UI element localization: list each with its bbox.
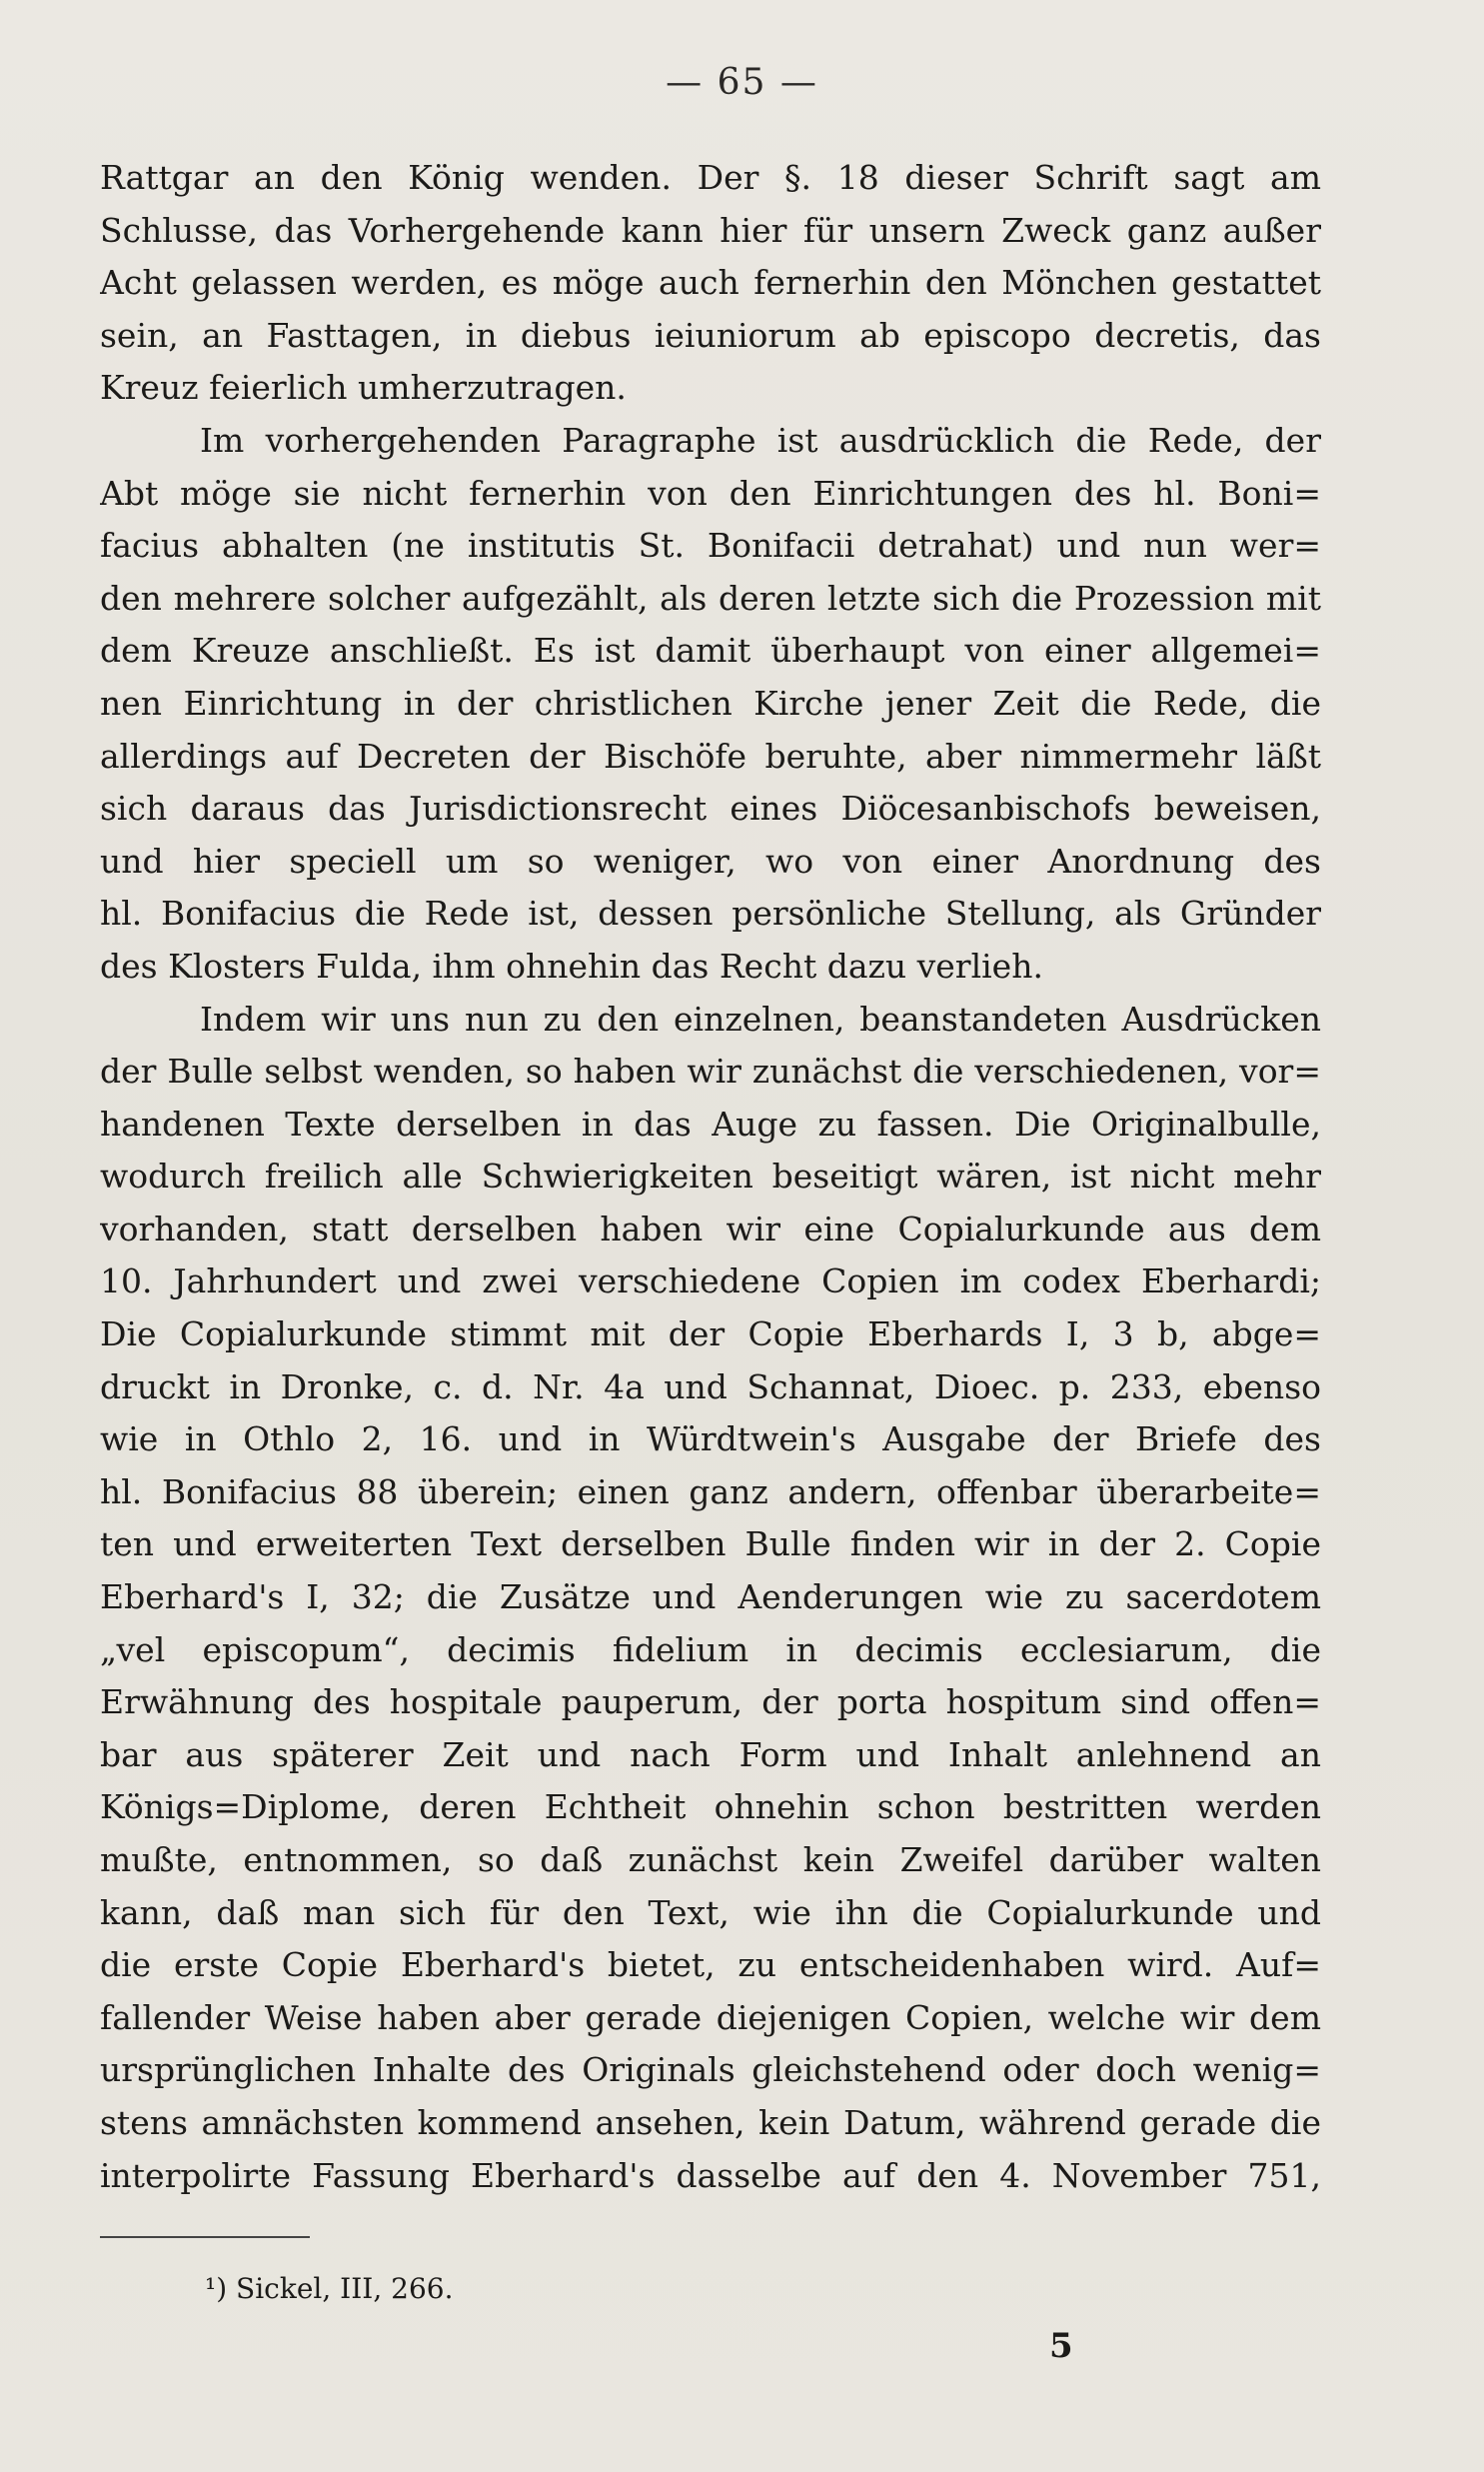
text-line: hl. Bonifacius 88 überein; einen ganz andern, offenbar überarbeite= <box>100 1471 1321 1511</box>
text-line: Königs=Diplome, deren Echtheit ohnehin schon bestritten werden <box>100 1787 1321 1827</box>
text-line: wie in Othlo 2, 16. und in Würdtwein's Ausgabe der Briefe des <box>100 1419 1321 1459</box>
text-line: die erste Copie Eberhard's bietet, zu entscheidenhaben wird. Auf= <box>100 1945 1321 1985</box>
text-line: Abt möge sie nicht fernerhin von den Einrichtungen des hl. Boni= <box>100 473 1321 513</box>
text-line: ten und erweiterten Text derselben Bulle finden wir in der 2. Copie <box>100 1524 1321 1564</box>
text-line: Im vorhergehenden Paragraphe ist ausdrücklich die Rede, der <box>200 420 1321 460</box>
text-line: hl. Bonifacius die Rede ist, dessen persönliche Stellung, als Gründer <box>100 894 1321 934</box>
text-line: Kreuz feierlich umherzutragen. <box>100 368 627 408</box>
text-line: den mehrere solcher aufgezählt, als deren letzte sich die Prozession mit <box>100 578 1321 618</box>
text-line: vorhanden, statt derselben haben wir eine Copialurkunde aus dem <box>100 1209 1321 1248</box>
text-line: dem Kreuze anschließt. Es ist damit überhaupt von einer allgemei= <box>100 631 1321 671</box>
text-line: des Klosters Fulda, ihm ohnehin das Recht dazu verlieh. <box>100 946 1043 986</box>
text-line: Indem wir uns nun zu den einzelnen, beanstandeten Ausdrücken <box>200 999 1321 1039</box>
body-text <box>100 152 1321 2202</box>
text-line: bar aus späterer Zeit und nach Form und Inhalt anlehnend an <box>100 1734 1321 1774</box>
text-line: mußte, entnommen, so daß zunächst kein Zweifel darüber walten <box>100 1840 1321 1879</box>
text-line: wodurch freilich alle Schwierigkeiten beseitigt wären, ist nicht mehr <box>100 1157 1321 1197</box>
text-line: der Bulle selbst wenden, so haben wir zunächst die verschiedenen, vor= <box>100 1052 1321 1092</box>
text-line: „vel episcopum“, decimis fidelium in decimis ecclesiarum, die <box>100 1629 1321 1669</box>
text-line: interpolirte Fassung Eberhard's dasselbe auf den 4. November 751, <box>100 2155 1321 2195</box>
text-line: allerdings auf Decreten der Bischöfe beruhte, aber nimmermehr läßt <box>100 736 1321 776</box>
text-line: stens amnächsten kommend ansehen, kein Datum, während gerade die <box>100 2102 1321 2142</box>
signature-mark: 5 <box>1049 2326 1073 2366</box>
text-line: Eberhard's I, 32; die Zusätze und Aenderungen wie zu sacerdotem <box>100 1577 1321 1617</box>
text-line: sich daraus das Jurisdictionsrecht eines Diöcesanbischofs beweisen, <box>100 789 1321 829</box>
text-line: Erwähnung des hospitale pauperum, der porta hospitum sind offen= <box>100 1682 1321 1722</box>
text-line: Schlusse, das Vorhergehende kann hier für unsern Zweck ganz außer <box>100 210 1321 250</box>
text-line: druckt in Dronke, c. d. Nr. 4a und Schannat, Dioec. p. 233, ebenso <box>100 1366 1321 1406</box>
text-line: Acht gelassen werden, es möge auch fernerhin den Mönchen gestattet <box>100 263 1321 303</box>
text-line: Rattgar an den König wenden. Der §. 18 dieser Schrift sagt am <box>100 158 1321 197</box>
text-line: Die Copialurkunde stimmt mit der Copie Eberhards I, 3 b, abge= <box>100 1314 1321 1354</box>
footnote-divider <box>100 2236 310 2238</box>
footnote: ¹) Sickel, III, 266. <box>205 2272 454 2305</box>
text-line: 10. Jahrhundert und zwei verschiedene Copien im codex Eberhardi; <box>100 1261 1321 1301</box>
text-line: facius abhalten (ne institutis St. Bonifacii detrahat) und nun wer= <box>100 526 1321 566</box>
text-line: und hier speciell um so weniger, wo von einer Anordnung des <box>100 841 1321 881</box>
text-line: fallender Weise haben aber gerade diejenigen Copien, welche wir dem <box>100 1997 1321 2037</box>
text-line: handenen Texte derselben in das Auge zu fassen. Die Originalbulle, <box>100 1104 1321 1144</box>
text-line: nen Einrichtung in der christlichen Kirche jener Zeit die Rede, die <box>100 683 1321 723</box>
text-line: kann, daß man sich für den Text, wie ihn die Copialurkunde und <box>100 1892 1321 1932</box>
text-line: ursprünglichen Inhalte des Originals gleichstehend oder doch wenig= <box>100 2050 1321 2090</box>
text-line: sein, an Fasttagen, in diebus ieiuniorum ab episcopo decretis, das <box>100 315 1321 355</box>
page-number: — 65 — <box>666 62 818 103</box>
